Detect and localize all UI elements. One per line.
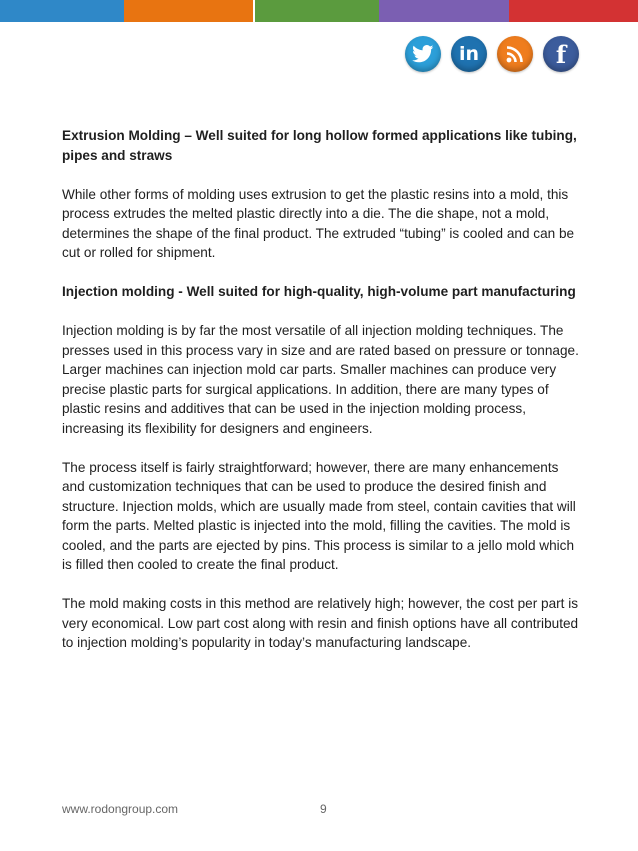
color-bar-blue bbox=[0, 0, 124, 22]
page-number: 9 bbox=[320, 802, 327, 816]
injection-paragraph-2: The process itself is fairly straightforward; however, there are many enhancements and customization techniques that can be used to produce the desired finish and structure. Injection molds, which are usually made from steel, contain cavities that will form the parts. Melted plastic is injected into the mold, filling the cavities. The mold is cooled, and the parts are ejected by pins. This process is similar to a jello mold which is filled then cooled to create the final product. bbox=[62, 459, 576, 572]
footer-url[interactable]: www.rodongroup.com bbox=[62, 802, 179, 816]
social-links bbox=[405, 36, 579, 72]
document-body bbox=[62, 126, 582, 672]
linkedin-icon[interactable] bbox=[451, 36, 487, 72]
injection-heading: Injection molding - Well suited for high-quality, high-volume part manufacturing bbox=[62, 284, 576, 299]
color-bar-purple bbox=[379, 0, 509, 22]
color-bar-orange bbox=[124, 0, 253, 22]
rss-glyph bbox=[506, 45, 524, 63]
color-bar-red bbox=[509, 0, 638, 22]
color-bar-green bbox=[255, 0, 379, 22]
rss-icon[interactable] bbox=[497, 36, 533, 72]
linkedin-glyph: in bbox=[458, 43, 480, 65]
injection-paragraph-1: Injection molding is by far the most versatile of all injection molding techniques. The presses used in this process vary in size and are rated based on pressure or tonnage. Larger machines can injection mold car parts. Smaller machines can produce very precise plastic parts for surgical applications. In addition, there are many types of plastic resins and additives that can be used in the injection molding process, increasing its flexibility for designers and engineers. bbox=[62, 323, 579, 436]
injection-paragraph-3: The mold making costs in this method are relatively high; however, the cost per part is very economical. Low part cost along with resin and finish options have all contributed to injection molding’s popularity in today’s manufacturing landscape. bbox=[62, 596, 579, 650]
extrusion-paragraph: While other forms of molding uses extrusion to get the plastic resins into a mold, this process extrudes the melted plastic directly into a die. The die shape, not a mold, determines the shape of the final product. The extruded “tubing” is cooled and can be cut or rolled for shipment. bbox=[62, 186, 575, 260]
twitter-bird-glyph bbox=[412, 45, 434, 63]
facebook-glyph: f bbox=[555, 39, 567, 69]
extrusion-heading: Extrusion Molding – Well suited for long hollow formed applications like tubing, pipes and straws bbox=[62, 128, 577, 163]
twitter-icon[interactable] bbox=[405, 36, 441, 72]
page-footer bbox=[62, 802, 582, 818]
facebook-icon[interactable] bbox=[543, 36, 579, 72]
color-bar bbox=[0, 0, 638, 22]
